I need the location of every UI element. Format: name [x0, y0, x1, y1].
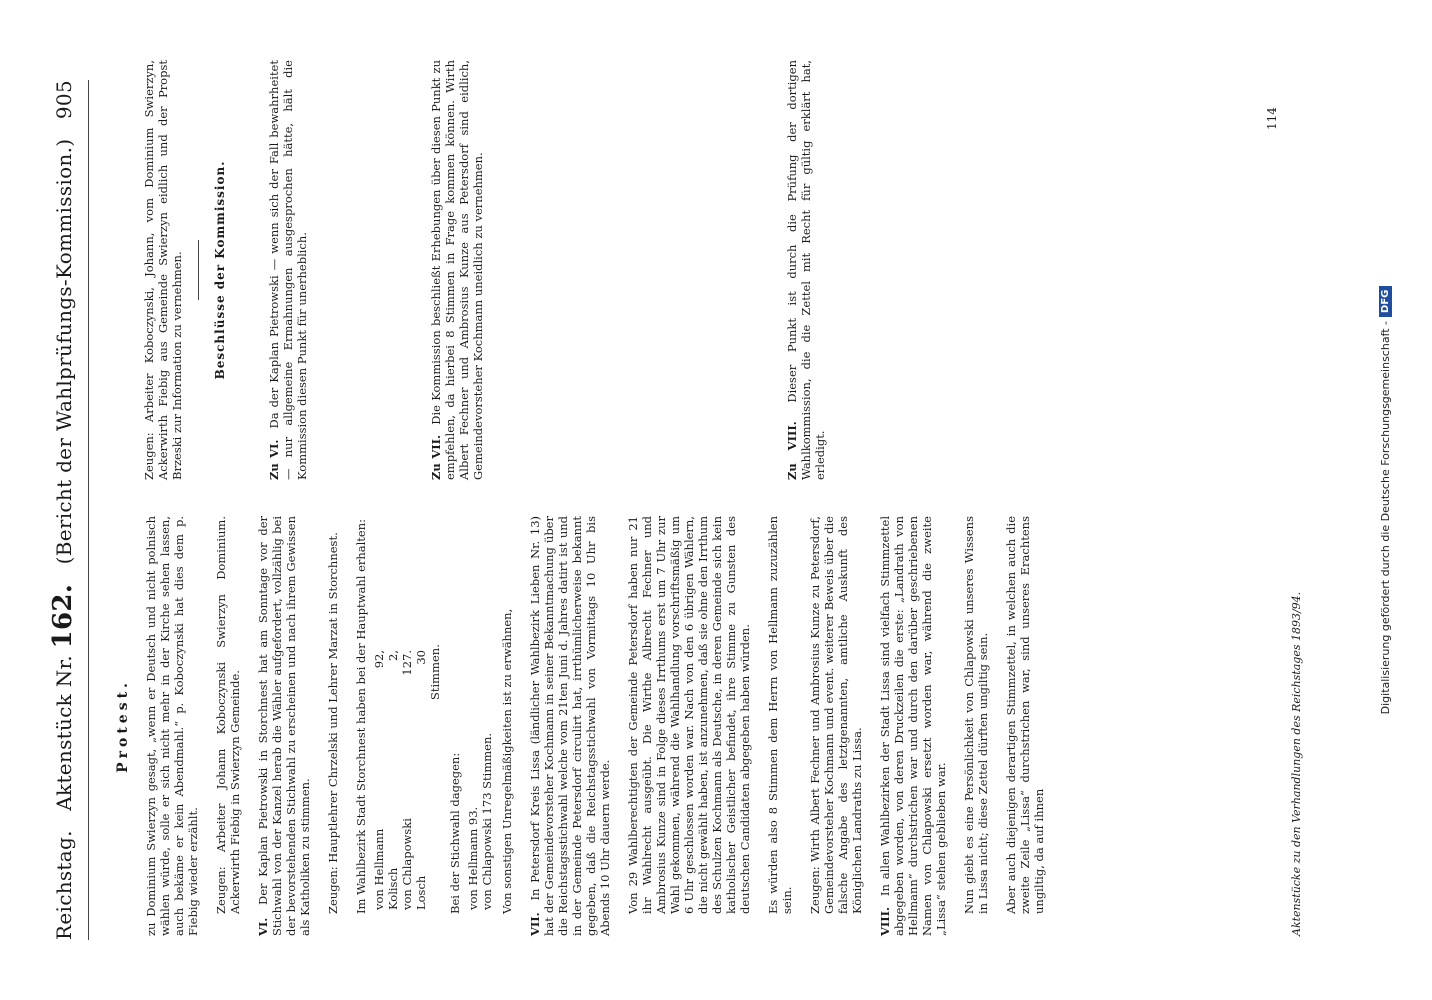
vi-runoff: Bei der Stichwahl dagegen:: [448, 752, 462, 914]
vote-row: von Hellmann 92,: [372, 650, 386, 910]
resolution-vii: Zu VII. Die Kommission beschließt Erhebungen über diesen Punkt zu empfehlen, da hierbei 8 Stimmen in Frage kommen können. Wirth Albert Fechner und Ambrosius Kunze aus Petersdorf sind eidlich, Gemeindevorsteher Kochmann uneidlich zu vernehmen.: [429, 59, 485, 480]
resolution-viii: Zu VIII. Dieser Punkt ist durch die Prüfung der dortigen Wahlkommission, die die Zettel mit Recht für gültig erklärt hat, erledigt.: [785, 60, 827, 480]
right-column: [112, 60, 1262, 480]
protest-section-vi: VI. Der Kaplan Pietrowski in Storchnest hat am Sonntage vor der Stichwahl von der Kanzel herab die Wähler aufgefordert, vollzählig bei der bevorstehenden Stichwahl zu erscheinen und nach ihrem Gewissen als Katholiken zu stimmen.: [256, 516, 312, 936]
vii-conclusion: Es würden also 8 Stimmen dem Herrn von Hellmann zuzuzählen sein.: [766, 516, 794, 914]
viii-continuation: Aber auch diejenigen derartigen Stimmzettel, in welchen auch die zweite Zeile „Lissa“ durchstrichen war, sind unseres Erachtens ungiltig, da auf ihnen: [1004, 516, 1046, 914]
vii-witness: Zeugen: Wirth Albert Fechner und Ambrosius Kunze zu Petersdorf, Gemeindevorsteher Kochmann und event. weiterer Beweis über die falsche Angabe des letztgenannten, amtliche Auskunft des Königlichen Landraths zu Lissa.: [808, 516, 864, 914]
left-column: [112, 516, 1262, 936]
protest-title: Protest.: [115, 679, 131, 773]
protest-section-vii: VII. In Petersdorf Kreis Lissa (ländlicher Wahlbezirk Lieben Nr. 13) hat der Gemeindevorsteher Kochmann in seiner Bekanntmachung über die Reichstagsstichwahl welche vom 21ten Juni d. Jahres datirt ist und in der Gemeinde Petersdorf circulirt hat, irrthümlicherweise bekannt gegeben, daß die Reichstagsstichwahl von Vormittags 10 Uhr bis Abends 10 Uhr dauern werde.: [528, 516, 612, 936]
commission-resolutions-title: Beschlüsse der Kommission.: [213, 160, 227, 380]
page-number: 905: [52, 80, 76, 120]
vii-details: Von 29 Wahlberechtigten der Gemeinde Petersdorf haben nur 21 ihr Wahlrecht ausgeübt. Die Wirthe Albrecht Fechner und Ambrosius Kunze sind in Folge dieses Irrthums erst um 7 Uhr zur Wahl gekommen, während die Wahlhandlung vorschriftsmäßig um 6 Uhr geschlossen worden war. Nach von den 6 übrigen Wählern, die nicht gewählt haben, ist anzunehmen, daß sie ohne den Irrthum des Schulzen Kochmann als Deutsche, in deren Gemeinde sich kein katholischer Geistlicher befindet, ihre Stimme zu Gunsten des deutschen Candidaten abgegeben haben würden.: [626, 516, 752, 914]
protest-intro-witness: Zeugen: Arbeiter Johann Koboczynski Swierzyn Dominium. Ackerwirth Fiebig in Swierzyn Gemeinde.: [214, 516, 242, 914]
protest-intro: zu Dominium Swierzyn gesagt, „wenn er Deutsch und nicht polnisch wählen würde, solle er sich nicht mehr in der Kirche sehen lassen, auch bekäme er kein Abendmahl.“ p. Koboczynski hat dies dem p. Fiebig wieder erzählt.: [144, 516, 200, 936]
vi-witness: Zeugen: Hauptlehrer Chrzelski und Lehrer Marzat in Storchnest.: [326, 532, 340, 914]
sheet-number: 114: [1265, 107, 1279, 130]
vote-row: Losch 30 Stimmen.: [414, 644, 442, 910]
viii-details: Nun giebt es eine Persönlichkeit von Chlapowski unseres Wissens in Lissa nicht; diese Zettel dürften ungiltig sein.: [962, 516, 990, 914]
header-left: Reichstag.: [52, 830, 76, 940]
vote-row: von Hellmann 93.: [466, 806, 480, 910]
vi-district: Im Wahlbezirk Stadt Storchnest haben bei der Hauptwahl erhalten:: [354, 518, 368, 914]
digitization-notice: Digitalisierung gefördert durch die Deutsche Forschungsgemeinschaft - DFG: [1375, 0, 1395, 1000]
page-header: [48, 80, 89, 940]
document-number: 162.: [48, 583, 78, 649]
vote-row: von Chlapowski 127.: [400, 650, 414, 910]
dfg-logo: DFG: [1379, 286, 1392, 317]
vote-row: Kolisch 2,: [386, 650, 400, 910]
vote-row: von Chlapowski 173 Stimmen.: [480, 732, 494, 910]
divider: [198, 240, 199, 300]
runoff-vote-list: [466, 516, 494, 910]
resolution-vi: Zu VI. Da der Kaplan Pietrowski — wenn sich der Fall bewahrheitet — nur allgemeine Ermahnungen ausgesprochen hätte, hält die Kommission diesen Punkt für unerheblich.: [267, 60, 309, 480]
footer-source: Aktenstücke zu den Verhandlungen des Reichstages 1893/94.: [1290, 591, 1303, 936]
header-subject: (Bericht der Wahlprüfungs-Kommission.): [52, 138, 76, 565]
vi-note: Von sonstigen Unregelmäßigkeiten ist zu erwähnen,: [500, 608, 514, 914]
protest-section-viii: VIII. In allen Wahlbezirken der Stadt Lissa sind vielfach Stimmzettel abgegeben worden, von deren Druckzeilen die erste: „Landrath von Hellmann“ durchstrichen war und durch den darüber geschriebenen Namen von Chlapowski ersetzt worden war, während die zweite „Lissa“ stehen geblieben war.: [878, 515, 948, 936]
right-witness: Zeugen: Arbeiter Koboczynski, Johann, vom Dominium Swierzyn, Ackerwirth Fiebig aus Gemeinde Swierzyn eidlich und der Propst Brzeski zur Information zu vernehmen.: [142, 60, 184, 480]
main-vote-list: [372, 516, 442, 910]
header-document: Aktenstück Nr. 162.: [48, 583, 78, 811]
